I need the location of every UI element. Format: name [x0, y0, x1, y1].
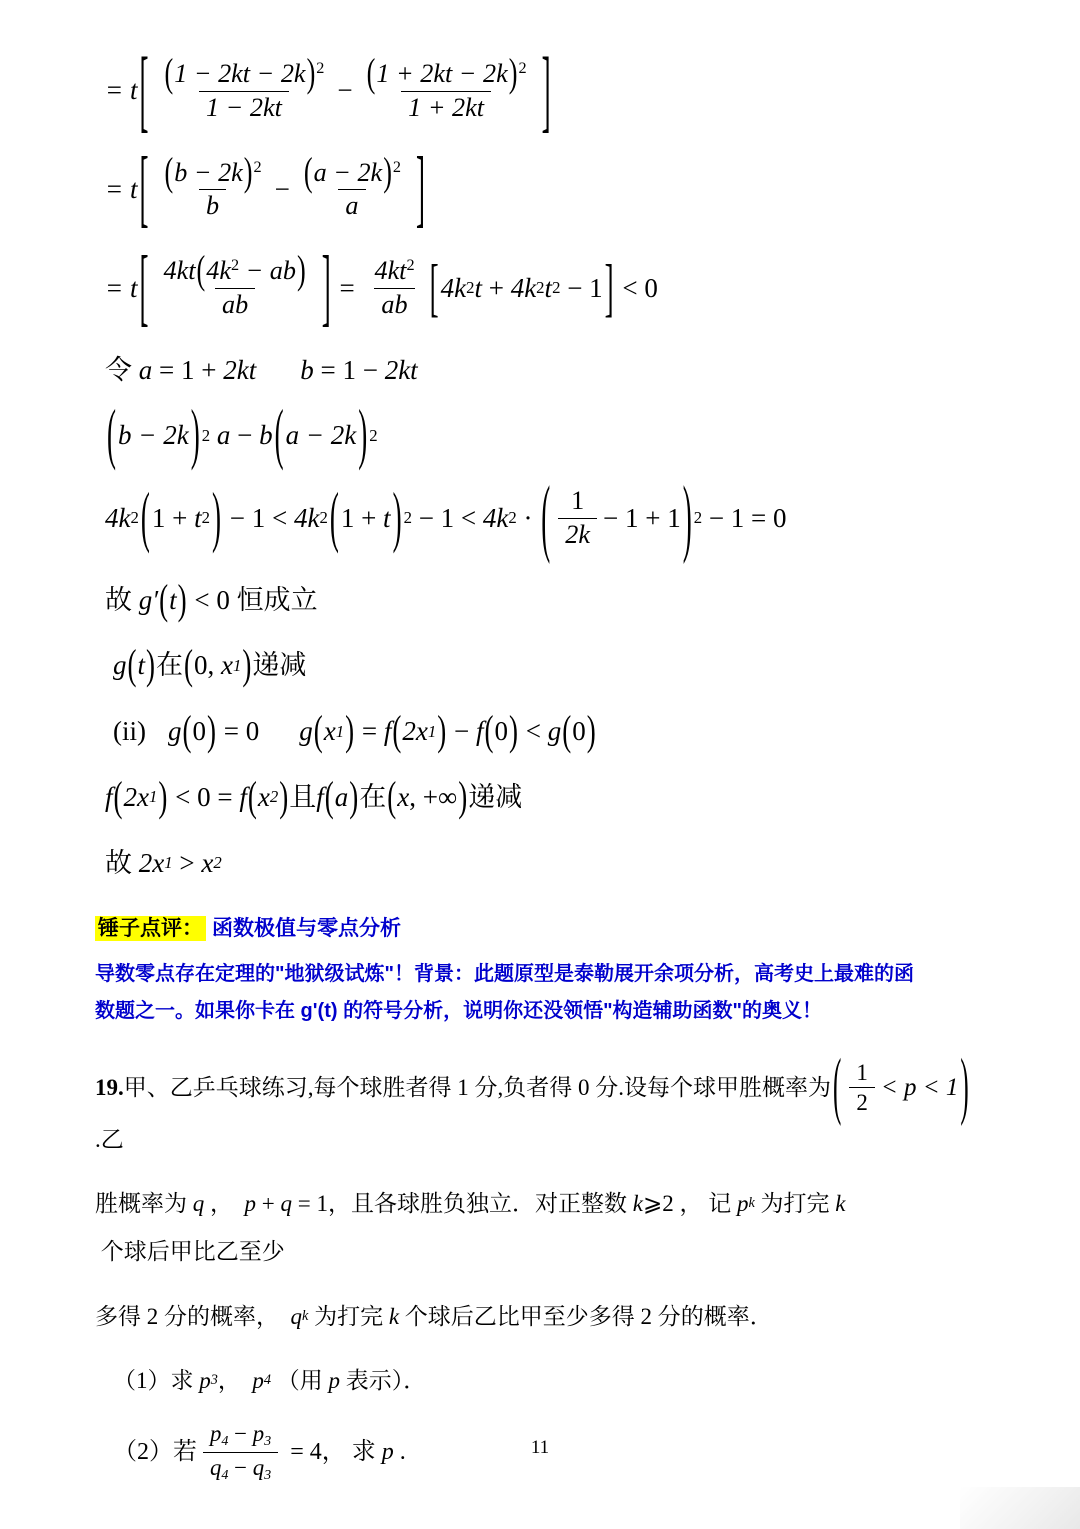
equation-line-6: 4k 2 ( 1 + t 2 ) − 1 < 4k 2 ( 1 + t ) 2 − 1 < 4k 2 · ( $\frac{1}{2k}$ − 1 + 1 ) 2 − 1 = 0 — [105, 468, 787, 565]
commentary-badge: 锤子点评： — [95, 916, 206, 941]
equation-line-8: g ( t ) 在 ( 0, x 1 ) 递减 — [113, 641, 307, 689]
problem-number: 19. — [95, 1074, 124, 1100]
equation-line-11: 故 2x 1 > x 2 — [105, 847, 222, 878]
commentary-body — [95, 956, 985, 1030]
p-bound-num: 1 — [856, 1060, 868, 1086]
equation-line-10: f ( 2x 1 ) < 0 = f ( x 2 ) 且 f ( a ) 在 ( x , +∞ ) 递减 — [105, 773, 523, 820]
commentary-heading — [95, 912, 985, 942]
problem-19-line-3: 多得 2 分的概率， q k 为打完 k 个球后乙比甲至少多得 2 分的概率． — [95, 1303, 773, 1329]
problem-19-sub-2: （2）若 $\frac{p_4 - p_3}{q_4 - q_3}$ = 4， 求 p . — [113, 1421, 406, 1483]
p-bound-den: 2 — [849, 1087, 875, 1115]
commentary-line-2: 数题之一。如果你卡在 g'(t) 的符号分析，说明你还没领悟"构造辅助函数"的奥义！ — [95, 1000, 823, 1023]
equation-line-3: = t [ $\frac{4kt(4k^2 - ab)}{ab}$ ] = $\frac{4kt^2}{ab}$ [ 4k 2 t + 4k 2 t 2 − 1 ] < 0 — [105, 238, 658, 335]
equation-line-9: (ii) g ( 0 ) = 0 g ( x 1 ) = f ( 2x 1 ) − f ( 0 ) < g ( 0 ) — [113, 707, 596, 754]
problem-19 — [95, 1047, 985, 1483]
equation-line-7: 故 g′ ( t ) < 0 恒成立 — [105, 576, 318, 623]
equation-line-5: ( b − 2k ) 2 a − b ( a − 2k ) 2 — [107, 396, 378, 472]
commentary-line-1: 导数零点存在定理的"地狱级试炼"！背景：此题原型是泰勒展开余项分析，高考史上最难的函 — [95, 963, 914, 986]
problem-19-text-a: 甲、乙乒乓球练习,每个球胜者得 1 分,负者得 0 分.设每个球甲胜概率为 — [123, 1074, 831, 1100]
problem-19-text-tail: .乙 — [95, 1126, 124, 1152]
problem-19-line-2: 胜概率为 q ， p + q = 1，且各球胜负独立．对正整数 k ⩾2 ， 记 p k 为打完 k 个球后甲比乙至少 — [95, 1191, 846, 1265]
equation-line-1: = t [ $\frac{(1 - 2kt - 2k)^2}{1 - 2kt}$ − $\frac{(1 + 2kt - 2k)^2}{1 + 2kt}$ ] — [105, 38, 551, 141]
problem-19-sub-1: （1）求 p 3 ， p 4 （用 p 表示）． — [113, 1367, 427, 1393]
equation-line-4: 令 a = 1 + 2kt b = 1 − 2kt — [105, 354, 418, 385]
commentary-topic: 函数极值与零点分析 — [212, 917, 401, 941]
equation-line-2: = t [ $\frac{(b - 2k)^2}{b}$ − $\frac{(a - 2k)^2}{a}$ ] — [105, 140, 426, 237]
p-bound-ineq: < p < 1 — [880, 1074, 959, 1102]
page-number: 11 — [530, 1437, 550, 1459]
problem-19-line-1: 19. 甲、乙乒乓球练习,每个球胜者得 1 分,负者得 0 分.设每个球甲胜概率为 ( $\frac{1}{2}$ < p < 1 ) .乙 — [95, 1060, 985, 1164]
page-corner-fold — [960, 1487, 1080, 1529]
